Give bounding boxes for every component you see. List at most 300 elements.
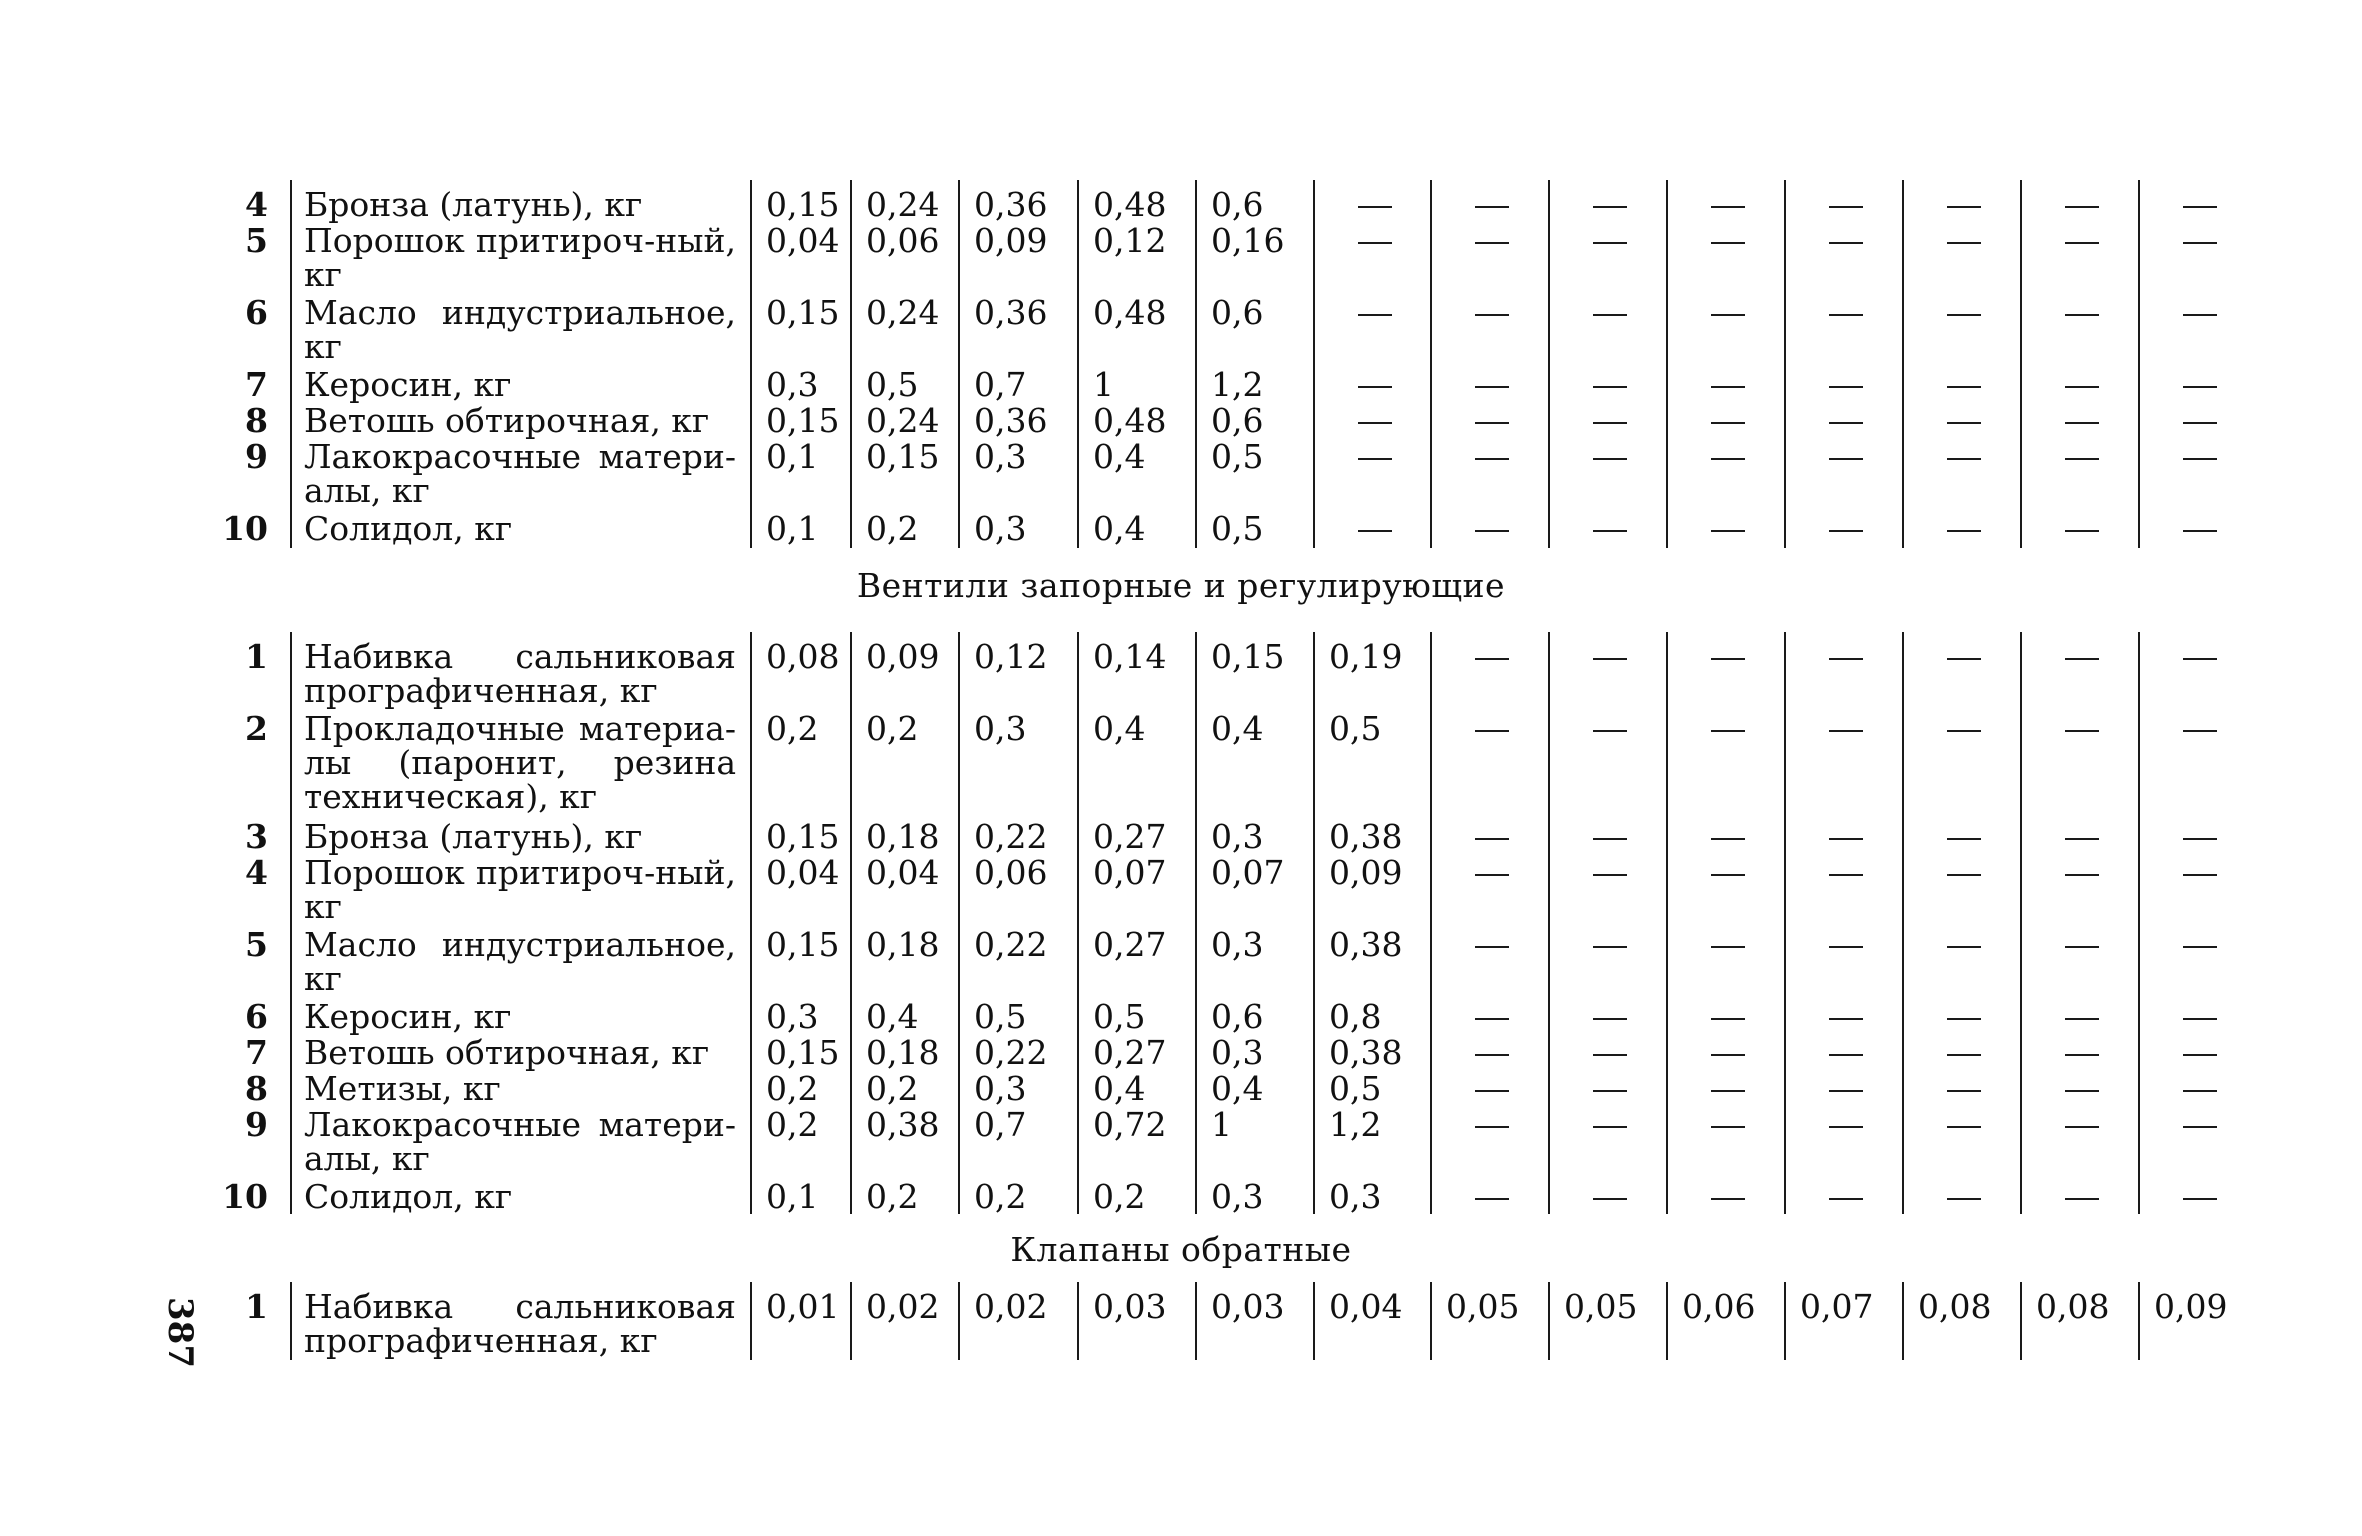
value-cell: 0,4 xyxy=(1093,509,1146,548)
column-rule xyxy=(290,632,292,1214)
empty-dash xyxy=(1711,1018,1745,1020)
row-number: 1 xyxy=(245,1287,268,1326)
empty-dash xyxy=(2065,838,2099,840)
value-cell: 0,4 xyxy=(866,997,919,1036)
value-cell: 0,02 xyxy=(866,1287,940,1326)
empty-dash xyxy=(1593,458,1627,460)
empty-dash xyxy=(2183,730,2217,732)
empty-dash xyxy=(1947,658,1981,660)
value-cell: 0,2 xyxy=(766,1069,819,1108)
row-number: 3 xyxy=(245,817,268,856)
column-rule xyxy=(290,180,292,548)
empty-dash xyxy=(1947,874,1981,876)
empty-dash xyxy=(1947,530,1981,532)
column-rule xyxy=(1195,180,1197,548)
empty-dash xyxy=(2065,530,2099,532)
empty-dash xyxy=(1947,1018,1981,1020)
empty-dash xyxy=(2065,1090,2099,1092)
empty-dash xyxy=(1711,946,1745,948)
value-cell: 0,04 xyxy=(1329,1287,1403,1326)
column-rule xyxy=(850,1282,852,1360)
value-cell: 0,4 xyxy=(1211,1069,1264,1108)
empty-dash xyxy=(1475,838,1509,840)
value-cell: 0,15 xyxy=(766,185,840,224)
value-cell: 0,01 xyxy=(766,1287,840,1326)
column-rule xyxy=(1784,180,1786,548)
empty-dash xyxy=(1947,314,1981,316)
value-cell: 0,04 xyxy=(866,853,940,892)
value-cell: 0,3 xyxy=(974,437,1027,476)
value-cell: 0,08 xyxy=(1918,1287,1992,1326)
value-cell: 0,3 xyxy=(1211,1177,1264,1216)
row-number: 4 xyxy=(245,185,268,224)
empty-dash xyxy=(1593,422,1627,424)
empty-dash xyxy=(1593,946,1627,948)
item-name: Порошок притироч-ный, кг xyxy=(304,221,736,294)
empty-dash xyxy=(1829,206,1863,208)
column-rule xyxy=(2138,1282,2140,1360)
value-cell: 0,3 xyxy=(1211,817,1264,856)
item-name: Солидол, кг xyxy=(304,509,513,548)
value-cell: 0,36 xyxy=(974,185,1048,224)
value-cell: 1,2 xyxy=(1211,365,1264,404)
empty-dash xyxy=(1358,242,1392,244)
value-cell: 0,2 xyxy=(866,1069,919,1108)
empty-dash xyxy=(2065,1054,2099,1056)
empty-dash xyxy=(1947,206,1981,208)
empty-dash xyxy=(1593,206,1627,208)
empty-dash xyxy=(2183,458,2217,460)
empty-dash xyxy=(1475,206,1509,208)
empty-dash xyxy=(1711,1198,1745,1200)
value-cell: 0,5 xyxy=(1329,709,1382,748)
value-cell: 0,48 xyxy=(1093,185,1167,224)
value-cell: 0,38 xyxy=(1329,925,1403,964)
empty-dash xyxy=(2065,386,2099,388)
value-cell: 0,15 xyxy=(1211,637,1285,676)
value-cell: 0,14 xyxy=(1093,637,1167,676)
column-rule xyxy=(1784,1282,1786,1360)
column-rule xyxy=(2138,180,2140,548)
column-rule xyxy=(1313,1282,1315,1360)
value-cell: 0,36 xyxy=(974,293,1048,332)
item-name: Керосин, кг xyxy=(304,365,512,404)
value-cell: 0,27 xyxy=(1093,925,1167,964)
empty-dash xyxy=(1358,314,1392,316)
value-cell: 0,22 xyxy=(974,1033,1048,1072)
column-rule xyxy=(750,1282,752,1360)
empty-dash xyxy=(1829,730,1863,732)
empty-dash xyxy=(1947,1198,1981,1200)
empty-dash xyxy=(1829,658,1863,660)
empty-dash xyxy=(1711,874,1745,876)
empty-dash xyxy=(1593,838,1627,840)
empty-dash xyxy=(1711,730,1745,732)
value-cell: 0,15 xyxy=(766,1033,840,1072)
item-name: Метизы, кг xyxy=(304,1069,501,1108)
value-cell: 0,08 xyxy=(766,637,840,676)
empty-dash xyxy=(1711,242,1745,244)
empty-dash xyxy=(1711,422,1745,424)
empty-dash xyxy=(1593,1018,1627,1020)
value-cell: 0,06 xyxy=(974,853,1048,892)
empty-dash xyxy=(2065,874,2099,876)
empty-dash xyxy=(1947,1054,1981,1056)
column-rule xyxy=(2020,180,2022,548)
empty-dash xyxy=(1358,422,1392,424)
empty-dash xyxy=(1947,730,1981,732)
value-cell: 0,5 xyxy=(1211,509,1264,548)
value-cell: 0,08 xyxy=(2036,1287,2110,1326)
value-cell: 0,06 xyxy=(1682,1287,1756,1326)
value-cell: 0,1 xyxy=(766,437,819,476)
empty-dash xyxy=(1711,1126,1745,1128)
column-rule xyxy=(850,632,852,1214)
empty-dash xyxy=(1475,422,1509,424)
empty-dash xyxy=(2183,838,2217,840)
row-number: 2 xyxy=(245,709,268,748)
value-cell: 0,5 xyxy=(1093,997,1146,1036)
empty-dash xyxy=(2183,1090,2217,1092)
value-cell: 0,48 xyxy=(1093,293,1167,332)
value-cell: 0,15 xyxy=(766,925,840,964)
column-rule xyxy=(1077,180,1079,548)
column-rule xyxy=(2020,1282,2022,1360)
row-number: 1 xyxy=(245,637,268,676)
empty-dash xyxy=(1593,1054,1627,1056)
row-number: 6 xyxy=(245,293,268,332)
empty-dash xyxy=(1475,658,1509,660)
column-rule xyxy=(1902,1282,1904,1360)
column-rule xyxy=(1313,180,1315,548)
value-cell: 0,5 xyxy=(866,365,919,404)
item-name: Порошок притироч-ный, кг xyxy=(304,853,736,926)
empty-dash xyxy=(2065,422,2099,424)
empty-dash xyxy=(1358,206,1392,208)
value-cell: 0,18 xyxy=(866,1033,940,1072)
value-cell: 0,15 xyxy=(766,293,840,332)
value-cell: 0,22 xyxy=(974,817,1048,856)
empty-dash xyxy=(1593,658,1627,660)
value-cell: 0,6 xyxy=(1211,997,1264,1036)
empty-dash xyxy=(2183,946,2217,948)
empty-dash xyxy=(1829,314,1863,316)
empty-dash xyxy=(1711,1054,1745,1056)
value-cell: 0,6 xyxy=(1211,293,1264,332)
item-name: Ветошь обтирочная, кг xyxy=(304,1033,710,1072)
empty-dash xyxy=(1475,1054,1509,1056)
empty-dash xyxy=(1475,1126,1509,1128)
value-cell: 0,27 xyxy=(1093,1033,1167,1072)
column-rule xyxy=(2138,632,2140,1214)
value-cell: 0,3 xyxy=(1329,1177,1382,1216)
empty-dash xyxy=(1711,838,1745,840)
empty-dash xyxy=(1711,530,1745,532)
value-cell: 0,04 xyxy=(766,221,840,260)
empty-dash xyxy=(1711,458,1745,460)
value-cell: 0,3 xyxy=(766,997,819,1036)
row-number: 7 xyxy=(245,365,268,404)
empty-dash xyxy=(2183,386,2217,388)
empty-dash xyxy=(1711,658,1745,660)
empty-dash xyxy=(1829,1126,1863,1128)
row-number: 9 xyxy=(245,1105,268,1144)
empty-dash xyxy=(1947,386,1981,388)
empty-dash xyxy=(1829,386,1863,388)
item-name: Масло индустриальное, кг xyxy=(304,925,736,998)
row-number: 6 xyxy=(245,997,268,1036)
column-rule xyxy=(1195,632,1197,1214)
column-rule xyxy=(1902,632,1904,1214)
empty-dash xyxy=(1711,1090,1745,1092)
value-cell: 0,18 xyxy=(866,925,940,964)
row-number: 9 xyxy=(245,437,268,476)
value-cell: 0,24 xyxy=(866,185,940,224)
value-cell: 0,24 xyxy=(866,293,940,332)
empty-dash xyxy=(1475,458,1509,460)
value-cell: 0,2 xyxy=(866,509,919,548)
column-rule xyxy=(1666,180,1668,548)
empty-dash xyxy=(2065,458,2099,460)
value-cell: 0,2 xyxy=(866,709,919,748)
value-cell: 0,4 xyxy=(1093,437,1146,476)
empty-dash xyxy=(2065,1018,2099,1020)
column-rule xyxy=(850,180,852,548)
empty-dash xyxy=(1829,530,1863,532)
empty-dash xyxy=(1475,314,1509,316)
empty-dash xyxy=(1358,458,1392,460)
empty-dash xyxy=(2183,874,2217,876)
value-cell: 0,04 xyxy=(766,853,840,892)
row-number: 10 xyxy=(222,509,268,548)
value-cell: 0,8 xyxy=(1329,997,1382,1036)
empty-dash xyxy=(1475,1198,1509,1200)
column-rule xyxy=(1430,1282,1432,1360)
value-cell: 0,2 xyxy=(866,1177,919,1216)
empty-dash xyxy=(2183,530,2217,532)
value-cell: 0,19 xyxy=(1329,637,1403,676)
value-cell: 0,09 xyxy=(1329,853,1403,892)
empty-dash xyxy=(1593,530,1627,532)
value-cell: 0,3 xyxy=(974,1069,1027,1108)
empty-dash xyxy=(1711,206,1745,208)
value-cell: 0,1 xyxy=(766,1177,819,1216)
item-name: Керосин, кг xyxy=(304,997,512,1036)
empty-dash xyxy=(2065,314,2099,316)
value-cell: 0,2 xyxy=(766,1105,819,1144)
value-cell: 0,18 xyxy=(866,817,940,856)
value-cell: 0,07 xyxy=(1211,853,1285,892)
empty-dash xyxy=(1593,1126,1627,1128)
empty-dash xyxy=(1475,242,1509,244)
empty-dash xyxy=(1829,838,1863,840)
column-rule xyxy=(1902,180,1904,548)
row-number: 10 xyxy=(222,1177,268,1216)
empty-dash xyxy=(1829,422,1863,424)
empty-dash xyxy=(2065,1126,2099,1128)
value-cell: 0,02 xyxy=(974,1287,1048,1326)
empty-dash xyxy=(2065,946,2099,948)
value-cell: 0,12 xyxy=(1093,221,1167,260)
section-heading-valves: Вентили запорные и регулирующие xyxy=(856,566,1506,605)
column-rule xyxy=(958,1282,960,1360)
value-cell: 0,24 xyxy=(866,401,940,440)
empty-dash xyxy=(1593,874,1627,876)
value-cell: 0,27 xyxy=(1093,817,1167,856)
value-cell: 0,4 xyxy=(1093,709,1146,748)
value-cell: 0,6 xyxy=(1211,401,1264,440)
value-cell: 0,7 xyxy=(974,1105,1027,1144)
empty-dash xyxy=(2065,206,2099,208)
column-rule xyxy=(1548,1282,1550,1360)
value-cell: 0,07 xyxy=(1800,1287,1874,1326)
value-cell: 0,3 xyxy=(1211,925,1264,964)
value-cell: 0,3 xyxy=(766,365,819,404)
empty-dash xyxy=(1475,730,1509,732)
value-cell: 0,5 xyxy=(1329,1069,1382,1108)
value-cell: 0,6 xyxy=(1211,185,1264,224)
value-cell: 0,15 xyxy=(766,817,840,856)
value-cell: 0,38 xyxy=(1329,1033,1403,1072)
empty-dash xyxy=(1829,242,1863,244)
empty-dash xyxy=(1829,1054,1863,1056)
column-rule xyxy=(1195,1282,1197,1360)
column-rule xyxy=(1077,1282,1079,1360)
row-number: 5 xyxy=(245,925,268,964)
value-cell: 0,05 xyxy=(1446,1287,1520,1326)
value-cell: 0,2 xyxy=(766,709,819,748)
empty-dash xyxy=(1475,386,1509,388)
item-name: Лакокрасочные матери-алы, кг xyxy=(304,437,736,510)
value-cell: 0,4 xyxy=(1093,1069,1146,1108)
empty-dash xyxy=(2183,314,2217,316)
empty-dash xyxy=(2065,730,2099,732)
row-number: 8 xyxy=(245,401,268,440)
value-cell: 0,09 xyxy=(974,221,1048,260)
column-rule xyxy=(1666,632,1668,1214)
empty-dash xyxy=(1829,458,1863,460)
item-name: Набивка сальниковая прографиченная, кг xyxy=(304,637,736,710)
row-number: 4 xyxy=(245,853,268,892)
empty-dash xyxy=(1475,946,1509,948)
empty-dash xyxy=(1829,946,1863,948)
empty-dash xyxy=(1593,1090,1627,1092)
empty-dash xyxy=(1947,838,1981,840)
value-cell: 0,07 xyxy=(1093,853,1167,892)
item-name: Бронза (латунь), кг xyxy=(304,185,643,224)
column-rule xyxy=(1430,632,1432,1214)
value-cell: 0,22 xyxy=(974,925,1048,964)
value-cell: 0,09 xyxy=(866,637,940,676)
value-cell: 0,5 xyxy=(974,997,1027,1036)
value-cell: 0,03 xyxy=(1211,1287,1285,1326)
value-cell: 0,03 xyxy=(1093,1287,1167,1326)
column-rule xyxy=(1784,632,1786,1214)
value-cell: 0,3 xyxy=(1211,1033,1264,1072)
item-name: Прокладочные материа-лы (паронит, резина техническая), кг xyxy=(304,709,736,816)
item-name: Бронза (латунь), кг xyxy=(304,817,643,856)
empty-dash xyxy=(1711,386,1745,388)
empty-dash xyxy=(1593,242,1627,244)
value-cell: 0,7 xyxy=(974,365,1027,404)
row-number: 8 xyxy=(245,1069,268,1108)
column-rule xyxy=(290,1282,292,1360)
value-cell: 0,06 xyxy=(866,221,940,260)
column-rule xyxy=(1666,1282,1668,1360)
column-rule xyxy=(958,180,960,548)
value-cell: 0,72 xyxy=(1093,1105,1167,1144)
empty-dash xyxy=(1475,1018,1509,1020)
empty-dash xyxy=(2065,658,2099,660)
item-name: Солидол, кг xyxy=(304,1177,513,1216)
empty-dash xyxy=(2183,206,2217,208)
section-heading-check-valves: Клапаны обратные xyxy=(1010,1230,1352,1269)
value-cell: 0,5 xyxy=(1211,437,1264,476)
column-rule xyxy=(958,632,960,1214)
column-rule xyxy=(1548,632,1550,1214)
row-number: 5 xyxy=(245,221,268,260)
empty-dash xyxy=(1829,1090,1863,1092)
value-cell: 1 xyxy=(1211,1105,1232,1144)
column-rule xyxy=(2020,632,2022,1214)
item-name: Масло индустриальное, кг xyxy=(304,293,736,366)
empty-dash xyxy=(1829,1018,1863,1020)
value-cell: 1 xyxy=(1093,365,1114,404)
value-cell: 0,2 xyxy=(974,1177,1027,1216)
value-cell: 1,2 xyxy=(1329,1105,1382,1144)
empty-dash xyxy=(2183,242,2217,244)
empty-dash xyxy=(1947,1126,1981,1128)
value-cell: 0,15 xyxy=(766,401,840,440)
item-name: Ветошь обтирочная, кг xyxy=(304,401,710,440)
empty-dash xyxy=(1358,386,1392,388)
empty-dash xyxy=(1475,1090,1509,1092)
value-cell: 0,38 xyxy=(866,1105,940,1144)
item-name: Набивка сальниковая прографиченная, кг xyxy=(304,1287,736,1360)
empty-dash xyxy=(1475,530,1509,532)
value-cell: 0,38 xyxy=(1329,817,1403,856)
column-rule xyxy=(750,180,752,548)
value-cell: 0,1 xyxy=(766,509,819,548)
empty-dash xyxy=(2065,242,2099,244)
column-rule xyxy=(1077,632,1079,1214)
empty-dash xyxy=(1947,1090,1981,1092)
value-cell: 0,36 xyxy=(974,401,1048,440)
column-rule xyxy=(1548,180,1550,548)
value-cell: 0,16 xyxy=(1211,221,1285,260)
empty-dash xyxy=(1475,874,1509,876)
value-cell: 0,15 xyxy=(866,437,940,476)
page-number: 387 xyxy=(160,1297,200,1368)
value-cell: 0,05 xyxy=(1564,1287,1638,1326)
empty-dash xyxy=(2065,1198,2099,1200)
column-rule xyxy=(1313,632,1315,1214)
empty-dash xyxy=(2183,1054,2217,1056)
empty-dash xyxy=(1947,242,1981,244)
row-number: 7 xyxy=(245,1033,268,1072)
empty-dash xyxy=(1829,874,1863,876)
value-cell: 0,12 xyxy=(974,637,1048,676)
value-cell: 0,48 xyxy=(1093,401,1167,440)
value-cell: 0,3 xyxy=(974,709,1027,748)
empty-dash xyxy=(2183,422,2217,424)
empty-dash xyxy=(1593,1198,1627,1200)
empty-dash xyxy=(1947,422,1981,424)
value-cell: 0,2 xyxy=(1093,1177,1146,1216)
empty-dash xyxy=(1593,314,1627,316)
empty-dash xyxy=(2183,658,2217,660)
empty-dash xyxy=(2183,1198,2217,1200)
